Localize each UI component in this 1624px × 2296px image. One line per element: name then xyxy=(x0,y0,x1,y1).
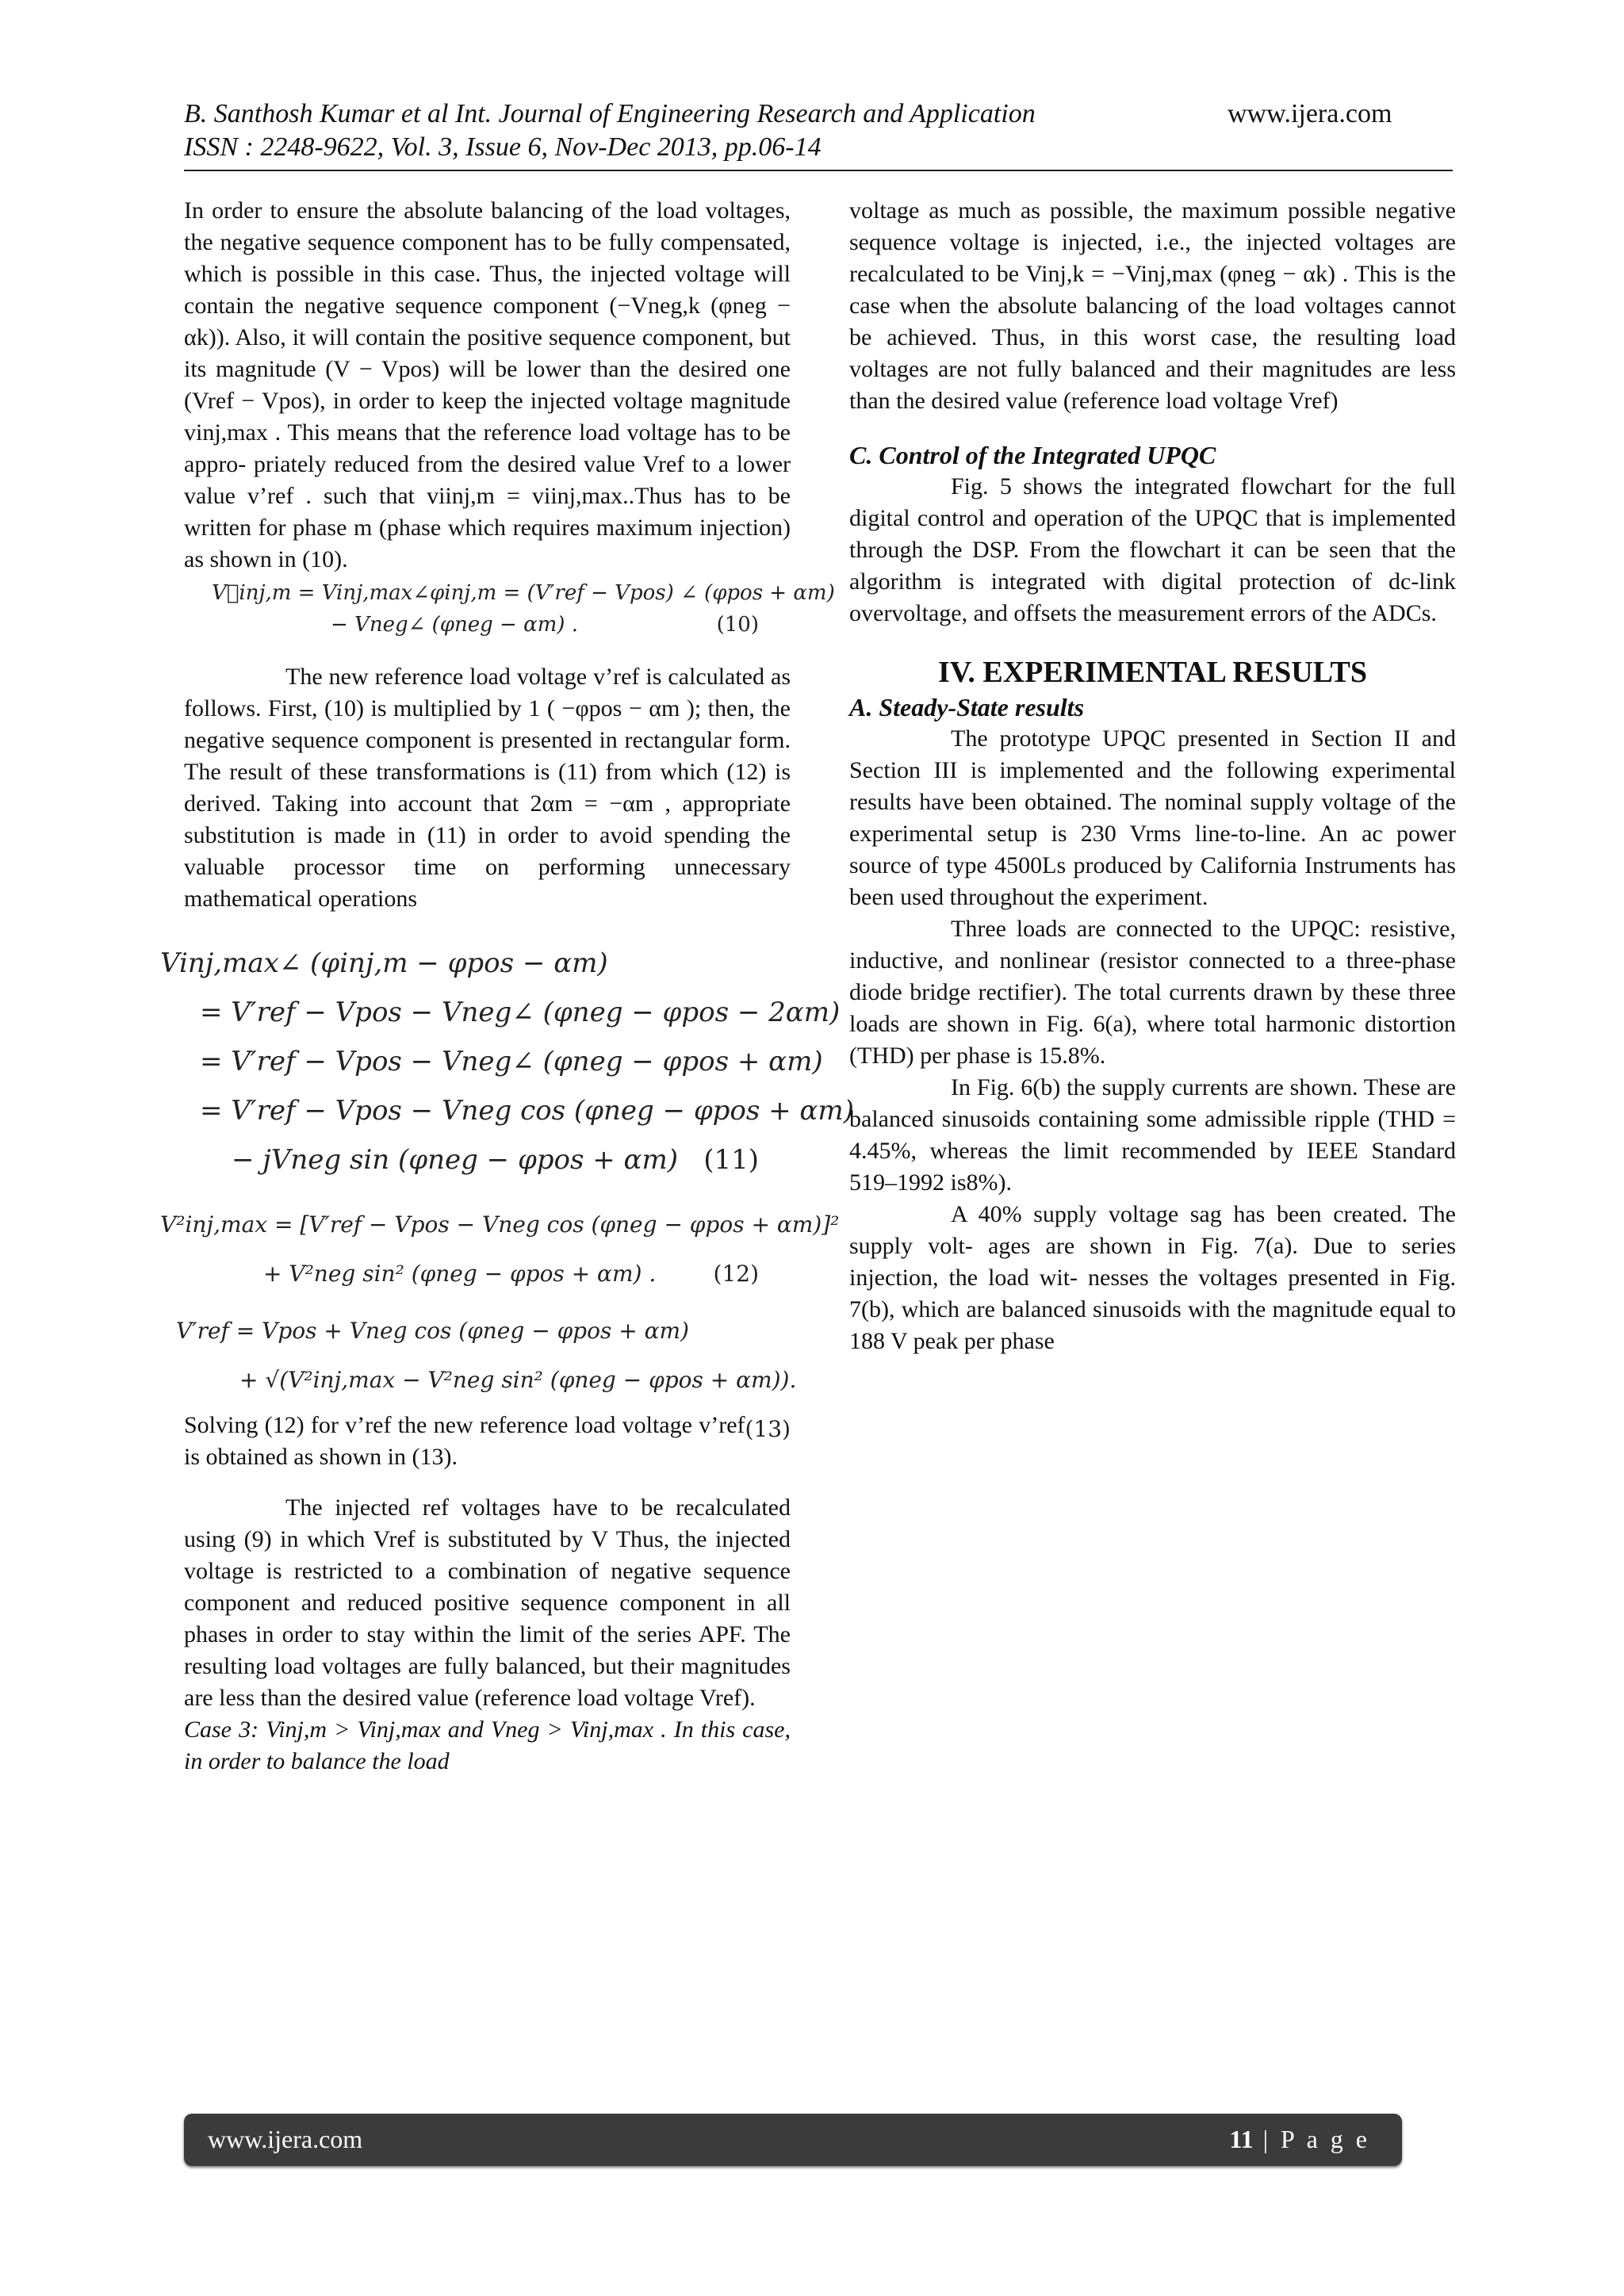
left-column xyxy=(160,195,854,1777)
subsection-a-heading: A. Steady-State results xyxy=(849,693,1085,721)
header-url: www.ijera.com xyxy=(1228,99,1392,128)
paragraph-loads: Three loads are connected to the UPQC: resistive, inductive, and nonlinear (resistor connected to a three-phase diode bridge rectifier). The total currents drawn by these three loads are shown in Fig. 6(a), where total harmonic distortion (THD) per phase is 15.8%. xyxy=(849,916,1456,1069)
paragraph-balancing: In order to ensure the absolute balancing of the load voltages, the negative sequence component has to be fully compensated, which is possible in this case. Thus, the injected voltage will contain the negative sequence component (−Vneg,k (φneg − αk)). Also, it will contain the positive sequence component, but its magnitude (V − Vpos) will be lower than the desired one (Vref − Vpos), in order to keep the injected voltage magnitude vinj,max . This means that the reference load voltage has to be appro- priately reduced from the desired value Vref to a lower value v’ref . such that viinj,m = viinj,max..Thus has to be written for phase m (phase which requires maximum injection) as shown in (10). xyxy=(184,197,791,572)
equation-11-line-2: = V′ref − Vpos − Vneg∠ (φneg − φpos − 2αm) xyxy=(200,997,841,1028)
journal-header-title: B. Santhosh Kumar et al Int. Journal of Engineering Research and Application xyxy=(184,99,1036,128)
journal-header-issn: ISSN : 2248-9622, Vol. 3, Issue 6, Nov-Dec 2013, pp.06-14 xyxy=(184,132,822,162)
equation-11-number: (11) xyxy=(703,1144,759,1176)
equation-11-line-4: = V′ref − Vpos − Vneg cos (φneg − φpos + αm) xyxy=(200,1095,854,1127)
equation-12 xyxy=(160,1200,840,1299)
paragraph-supply-currents: In Fig. 6(b) the supply currents are shown. These are balanced sinusoids containing some admissible ripple (THD = 4.45%, whereas the limit recommended by IEEE Standard 519–1992 is8%). xyxy=(849,1074,1456,1196)
equation-12-line-1: V²inj,max = [V′ref − Vpos − Vneg cos (φneg − φpos + αm)]² xyxy=(160,1211,840,1238)
equation-13-line-2: + √(V²inj,max − V²neg sin² (φneg − φpos + αm)). xyxy=(239,1367,797,1393)
section-c-heading: C. Control of the Integrated UPQC xyxy=(849,441,1216,469)
footer-page-number xyxy=(1229,2125,1370,2154)
page-number: 11 xyxy=(1229,2125,1254,2153)
right-column xyxy=(849,195,1456,1357)
paragraph-worst-case: voltage as much as possible, the maximum possible negative sequence voltage is injected, i.e., the injected voltages are recalculated to be Vinj,k = −Vinj,max (φneg − αk) . This is the case when the absolute balancing of the load voltages cannot be achieved. Thus, in this worst case, the resulting load voltages are not fully balanced and their magnitudes are less than the desired value (reference load voltage Vref) xyxy=(849,197,1456,414)
equation-13-line-1: V′ref = Vpos + Vneg cos (φneg − φpos + αm) xyxy=(176,1318,689,1344)
equation-10-line-1: V⃗inj,m = Vinj,max∠φinj,m = (V′ref − Vpos) ∠ (φpos + αm) xyxy=(212,581,835,605)
equation-12-number: (12) xyxy=(713,1261,759,1287)
paragraph-case-3: Case 3: Vinj,m > Vinj,max and Vneg > Vinj,max . In this case, in order to balance the load xyxy=(184,1716,791,1774)
footer-url: www.ijera.com xyxy=(208,2125,363,2153)
paragraph-solving: Solving (12) for v’ref the new reference load voltage v’ref is obtained as shown in (13). xyxy=(184,1412,745,1470)
equation-12-line-2: + V²neg sin² (φneg − φpos + αm) . xyxy=(263,1261,657,1287)
equation-10 xyxy=(184,577,835,641)
equation-11-line-5: − jVneg sin (φneg − φpos + αm) xyxy=(232,1144,679,1176)
paragraph-prototype: The prototype UPQC presented in Section II and Section III is implemented and the following experimental results have been obtained. The nominal supply voltage of the experimental setup is 230 Vrms line-to-line. An ac power source of type 4500Ls produced by California Instruments has been used throughout the experiment. xyxy=(849,725,1456,910)
page-footer xyxy=(184,2114,1402,2166)
equation-11 xyxy=(160,939,854,1184)
paragraph-control: Fig. 5 shows the integrated flowchart for the full digital control and operation of the UPQC that is implemented through the DSP. From the flowchart it can be seen that the algorithm is integrated with digital protection of dc-link overvoltage, and offsets the measurement errors of the ADCs. xyxy=(849,473,1456,626)
paragraph-new-reference: The new reference load voltage v’ref is calculated as follows. First, (10) is multiplied by 1 ( −φpos − αm ); then, the negative sequence component is presented in rectangular form. The result of these transformations is (11) from which (12) is derived. Taking into account that 2αm = −αm , appropriate substitution is made in (11) in order to avoid spending the valuable processor time on performing unnecessary mathematical operations xyxy=(184,664,791,912)
equation-10-number: (10) xyxy=(716,613,759,637)
paragraph-voltage-sag: A 40% supply voltage sag has been created. The supply volt- ages are shown in Fig. 7(a). Due to series injection, the load wit- nesses the voltages presented in Fig. 7(b), which are balanced sinusoids with the magnitude equal to 188 V peak per phase xyxy=(849,1201,1456,1354)
equation-11-line-1: Vinj,max∠ (φinj,m − φpos − αm) xyxy=(160,947,608,979)
equation-11-line-3: = V′ref − Vpos − Vneg∠ (φneg − φpos + αm) xyxy=(200,1046,823,1077)
section-iv-heading: IV. EXPERIMENTAL RESULTS xyxy=(938,656,1367,689)
paragraph-injected-recalc: The injected ref voltages have to be recalculated using (9) in which Vref is substituted by V Thus, the injected voltage is restricted to a combination of negative sequence component and reduced positive sequence component in all phases in order to stay within the limit of the series APF. The resulting load voltages are fully balanced, but their magnitudes are less than the desired value (reference load voltage Vref). xyxy=(184,1494,791,1711)
header-divider xyxy=(184,170,1453,171)
equation-13-number: (13) xyxy=(745,1416,791,1442)
page-label: | P a g e xyxy=(1253,2125,1370,2153)
equation-10-line-2: − Vneg∠ (φneg − αm) . xyxy=(331,613,578,637)
